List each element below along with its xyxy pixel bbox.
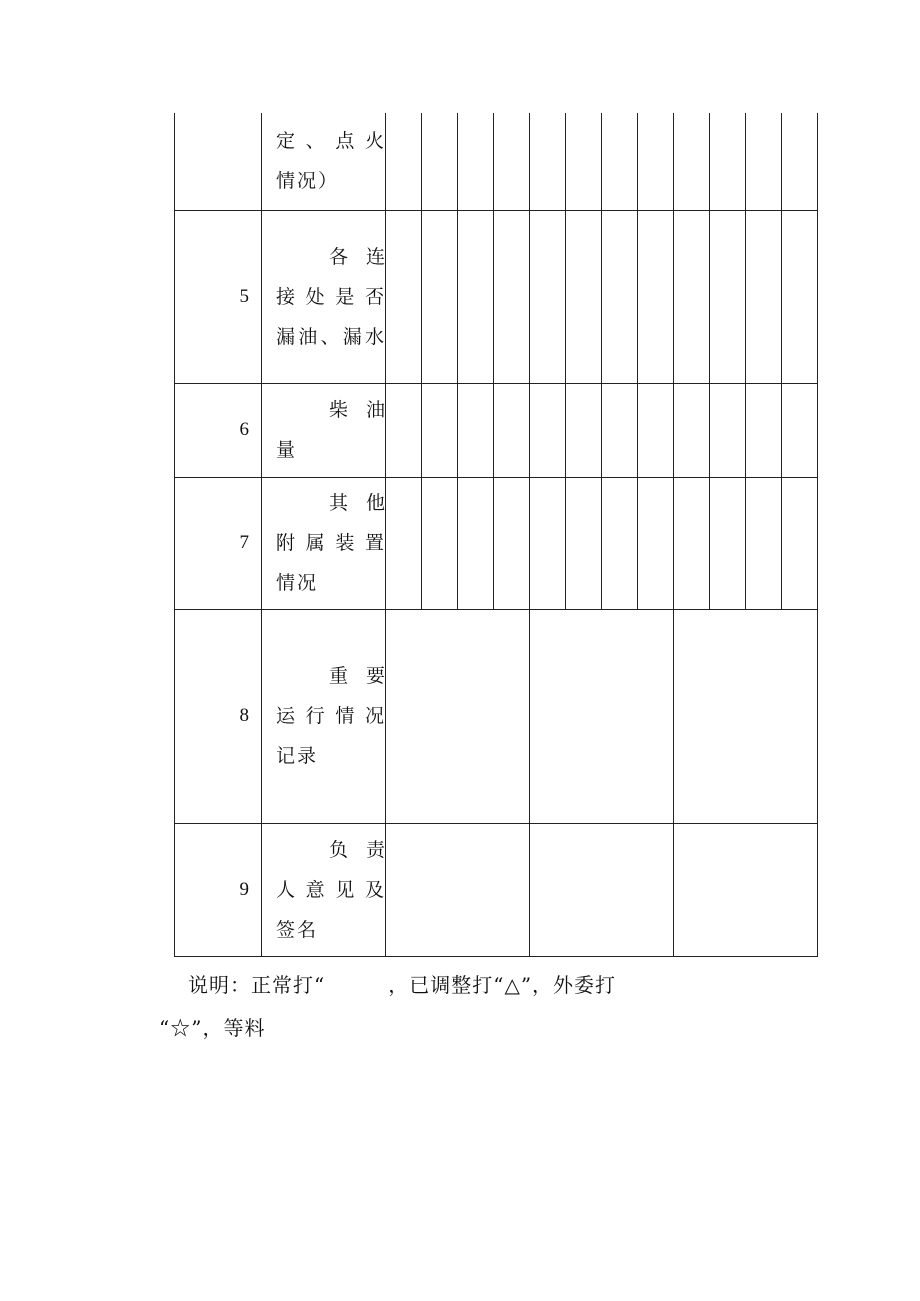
item-label bbox=[262, 113, 386, 210]
check-cell[interactable] bbox=[458, 383, 494, 477]
check-cell[interactable] bbox=[782, 113, 818, 210]
check-cell[interactable] bbox=[746, 113, 782, 210]
table-row bbox=[175, 210, 818, 383]
table-row bbox=[175, 477, 818, 609]
check-cell[interactable] bbox=[494, 477, 530, 609]
item-label-line: 情况） bbox=[276, 170, 340, 193]
check-cell[interactable] bbox=[746, 210, 782, 383]
item-label bbox=[262, 609, 403, 823]
check-cell[interactable] bbox=[422, 113, 458, 210]
row-number: 7 bbox=[175, 477, 262, 609]
check-cell[interactable] bbox=[710, 113, 746, 210]
item-label bbox=[262, 823, 403, 956]
table-row bbox=[175, 383, 818, 477]
item-label-line: 人意见及 bbox=[276, 878, 384, 901]
check-cell[interactable] bbox=[638, 383, 674, 477]
check-cell[interactable] bbox=[422, 477, 458, 609]
check-cell[interactable] bbox=[386, 210, 422, 383]
item-label-line: 运行情况 bbox=[276, 705, 384, 727]
check-cell[interactable] bbox=[530, 210, 566, 383]
record-cell[interactable] bbox=[530, 609, 674, 823]
check-cell[interactable] bbox=[458, 210, 494, 383]
item-label-line: 定、点火 bbox=[276, 130, 384, 153]
row-number: 8 bbox=[175, 609, 262, 823]
item-label bbox=[262, 210, 403, 383]
check-cell[interactable] bbox=[638, 477, 674, 609]
check-cell[interactable] bbox=[566, 113, 602, 210]
table-row bbox=[175, 823, 818, 956]
check-cell[interactable] bbox=[422, 383, 458, 477]
check-cell[interactable] bbox=[710, 210, 746, 383]
item-label bbox=[262, 477, 403, 609]
item-label-line: 情况 bbox=[276, 572, 319, 594]
item-label-line: 重要 bbox=[328, 665, 403, 687]
record-cell[interactable] bbox=[386, 609, 530, 823]
check-cell[interactable] bbox=[566, 210, 602, 383]
check-cell[interactable] bbox=[386, 113, 422, 210]
record-cell[interactable] bbox=[674, 609, 818, 823]
check-cell[interactable] bbox=[674, 113, 710, 210]
item-label-line: 其他 bbox=[328, 492, 403, 514]
table-row bbox=[175, 113, 818, 210]
check-cell[interactable] bbox=[746, 477, 782, 609]
item-label bbox=[262, 383, 403, 477]
check-cell[interactable] bbox=[782, 477, 818, 609]
item-label-line: 各连 bbox=[328, 245, 403, 268]
check-cell[interactable] bbox=[530, 113, 566, 210]
inspection-record-table bbox=[174, 113, 818, 957]
signature-cell[interactable] bbox=[386, 823, 530, 956]
item-label-line: 记录 bbox=[276, 745, 319, 767]
check-cell[interactable] bbox=[494, 383, 530, 477]
row-number bbox=[175, 113, 262, 210]
check-cell[interactable] bbox=[458, 113, 494, 210]
item-label-line: 附属装置 bbox=[276, 532, 384, 554]
check-cell[interactable] bbox=[638, 113, 674, 210]
table-row bbox=[175, 609, 818, 823]
check-cell[interactable] bbox=[710, 383, 746, 477]
signature-cell[interactable] bbox=[530, 823, 674, 956]
check-cell[interactable] bbox=[782, 383, 818, 477]
item-label-line: 量 bbox=[276, 439, 298, 461]
check-cell[interactable] bbox=[494, 210, 530, 383]
check-cell[interactable] bbox=[674, 477, 710, 609]
check-cell[interactable] bbox=[458, 477, 494, 609]
row-number: 6 bbox=[175, 383, 262, 477]
row-number: 5 bbox=[175, 210, 262, 383]
item-label-line: 柴油 bbox=[328, 399, 403, 421]
check-cell[interactable] bbox=[422, 210, 458, 383]
check-cell[interactable] bbox=[602, 113, 638, 210]
check-cell[interactable] bbox=[782, 210, 818, 383]
check-cell[interactable] bbox=[530, 383, 566, 477]
check-cell[interactable] bbox=[674, 210, 710, 383]
check-cell[interactable] bbox=[566, 383, 602, 477]
note-line-1: 说明：正常打“ ，已调整打“△”，外委打 bbox=[188, 973, 617, 997]
check-cell[interactable] bbox=[530, 477, 566, 609]
check-cell[interactable] bbox=[674, 383, 710, 477]
item-label-line: 负责 bbox=[328, 838, 403, 861]
check-cell[interactable] bbox=[638, 210, 674, 383]
check-cell[interactable] bbox=[746, 383, 782, 477]
check-cell[interactable] bbox=[602, 210, 638, 383]
item-label-line: 接处是否 bbox=[276, 285, 384, 308]
check-cell[interactable] bbox=[602, 477, 638, 609]
item-label-line: 漏油、漏水 bbox=[276, 325, 384, 348]
note-line-2: “☆”，等料 bbox=[159, 1016, 266, 1040]
check-cell[interactable] bbox=[494, 113, 530, 210]
check-cell[interactable] bbox=[710, 477, 746, 609]
check-cell[interactable] bbox=[566, 477, 602, 609]
row-number: 9 bbox=[175, 823, 262, 956]
signature-cell[interactable] bbox=[674, 823, 818, 956]
item-label-line: 签名 bbox=[276, 918, 319, 941]
check-cell[interactable] bbox=[602, 383, 638, 477]
